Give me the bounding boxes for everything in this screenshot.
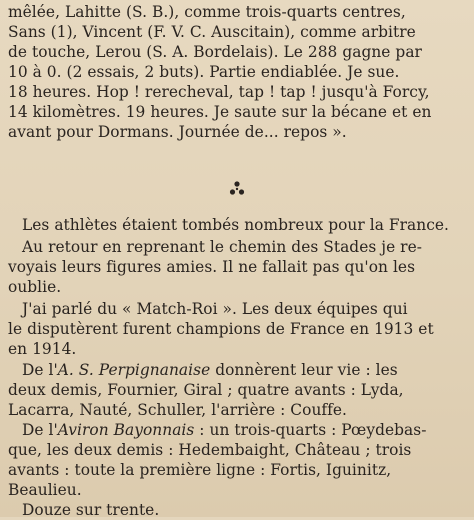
text-line: Sans (1), Vincent (F. V. C. Auscitain), comme arbitre: [8, 23, 416, 41]
text-line: 10 à 0. (2 essais, 2 buts). Partie endiablée. Je sue.: [8, 63, 400, 81]
club-name: Aviron Bayonnais: [57, 421, 195, 439]
text-line: [22, 420, 426, 440]
text-line: deux demis, Fournier, Giral ; quatre avants : Lyda,: [8, 381, 404, 399]
club-name: A. S. Perpignanaise: [57, 361, 211, 379]
text-line: 18 heures. Hop ! rerecheval, tap ! tap ! jusqu'à Forcy,: [8, 83, 430, 101]
text-line: avant pour Dormans. Journée de... repos ».: [8, 123, 347, 141]
text-run: donnèrent leur vie : les: [210, 361, 398, 379]
text-line: avants : toute la première ligne : Fortis, Iguinitz,: [8, 461, 392, 479]
text-line: Douze sur trente.: [22, 501, 160, 519]
text-run: De l': [22, 361, 58, 379]
text-line: oublie.: [8, 278, 62, 296]
text-line: mêlée, Lahitte (S. B.), comme trois-quarts centres,: [8, 3, 406, 21]
text-line: 14 kilomètres. 19 heures. Je saute sur la bécane et en: [8, 103, 432, 121]
text-line: Les athlètes étaient tombés nombreux pour la France.: [22, 216, 449, 234]
text-line: le disputèrent furent champions de France en 1913 et: [8, 320, 434, 338]
text-run: De l': [22, 421, 58, 439]
text-line: que, les deux demis : Hedembaight, Château ; trois: [8, 441, 412, 459]
text-line: en 1914.: [8, 340, 77, 358]
text-line: J'ai parlé du « Match-Roi ». Les deux équipes qui: [22, 300, 408, 318]
text-line: de touche, Lerou (S. A. Bordelais). Le 288 gagne par: [8, 43, 422, 61]
text-run: : un trois-quarts : Pœydebas-: [194, 421, 427, 439]
text-line: [22, 360, 398, 380]
text-line: Lacarra, Nauté, Schuller, l'arrière : Couffe.: [8, 401, 347, 419]
text-line: Au retour en reprenant le chemin des Stades je re-: [22, 238, 422, 256]
text-line: voyais leurs figures amies. Il ne fallait pas qu'on les: [8, 258, 416, 276]
asterism-ornament-icon: [226, 178, 248, 200]
text-line: Beaulieu.: [8, 481, 82, 499]
